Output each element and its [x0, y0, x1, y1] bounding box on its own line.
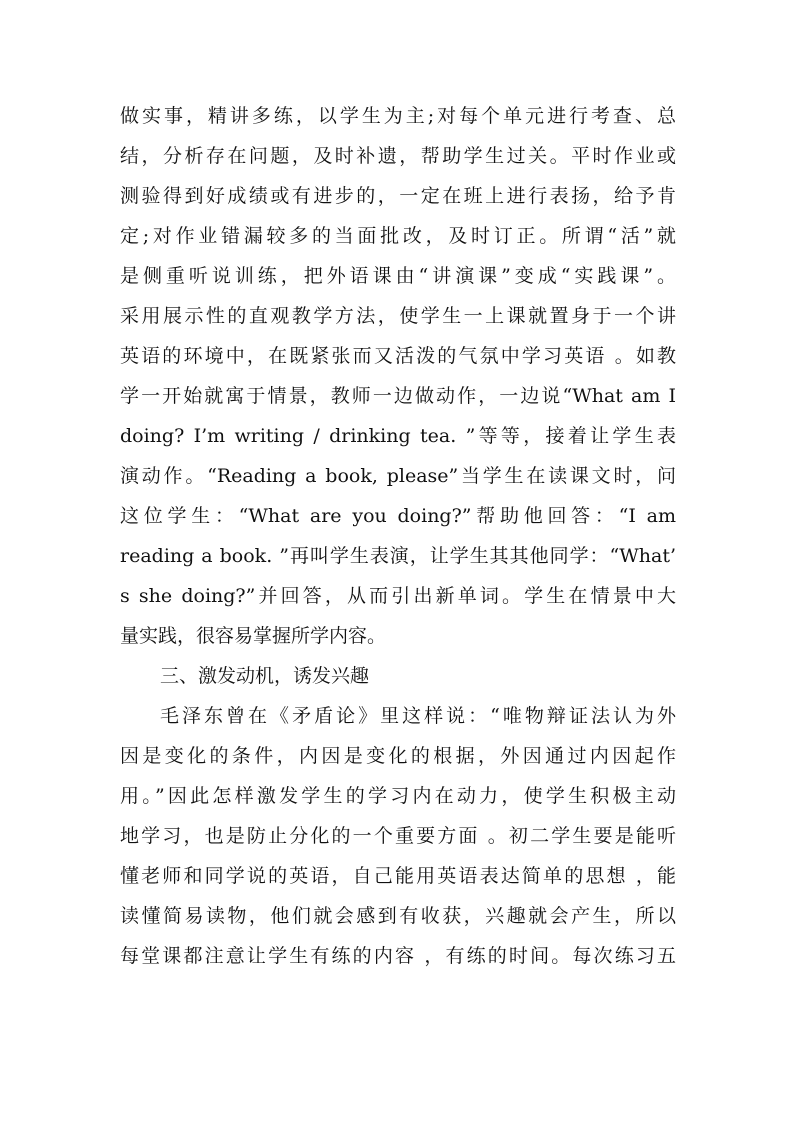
paragraph-line: 懂老师和同学说的英语，自己能用英语表达简单的思想 ，能 [120, 865, 676, 887]
paragraph-line: 测验得到好成绩或有进步的，一定在班上进行表扬，给予肯 [120, 185, 676, 207]
paragraph-line: 演动作。“Reading a book, please”当学生在读课文时，问 [120, 465, 676, 487]
paragraph-line: 英语的环境中，在既紧张而又活泼的气氛中学习英语 。如教 [120, 345, 676, 367]
paragraph-line: 读懂简易读物，他们就会感到有收获，兴趣就会产生，所以 [120, 905, 676, 927]
paragraph-line: 学一开始就寓于情景，教师一边做动作，一边说“What am I [120, 385, 676, 407]
paragraph-line: 这位学生：“What are you doing?”帮助他回答：“I am [120, 505, 676, 527]
paragraph-line: s she doing?”并回答，从而引出新单词。学生在情景中大 [120, 585, 676, 607]
paragraph-line: 结，分析存在问题，及时补遗，帮助学生过关。平时作业或 [120, 145, 676, 167]
section-heading: 三、激发动机，诱发兴趣 [160, 665, 370, 687]
paragraph-line: 毛泽东曾在《矛盾论》里这样说：“唯物辩证法认为外 [160, 705, 676, 727]
document-body [120, 96, 676, 976]
paragraph-line: 做实事，精讲多练，以学生为主;对每个单元进行考查、总 [120, 105, 676, 127]
paragraph-line: doing? I’m writing / drinking tea. ”等等，接着让学生表 [120, 425, 676, 447]
paragraph-line: 定;对作业错漏较多的当面批改，及时订正。所谓“活”就 [120, 225, 676, 247]
paragraph-line: 用。”因此怎样激发学生的学习内在动力，使学生积极主动 [120, 785, 676, 807]
paragraph-line: 地学习，也是防止分化的一个重要方面 。初二学生要是能听 [120, 825, 676, 847]
paragraph-line: 因是变化的条件，内因是变化的根据，外因通过内因起作 [120, 745, 676, 767]
paragraph-line: 采用展示性的直观教学方法，使学生一上课就置身于一个讲 [120, 305, 676, 327]
paragraph-line: 每堂课都注意让学生有练的内容 ，有练的时间。每次练习五 [120, 945, 676, 967]
paragraph-line: 是侧重听说训练，把外语课由“讲演课”变成“实践课”。 [120, 265, 676, 287]
paragraph-line: 量实践，很容易掌握所学内容。 [120, 625, 387, 647]
paragraph-line: reading a book. ”再叫学生表演，让学生其其他同学：“What’ [120, 545, 676, 567]
